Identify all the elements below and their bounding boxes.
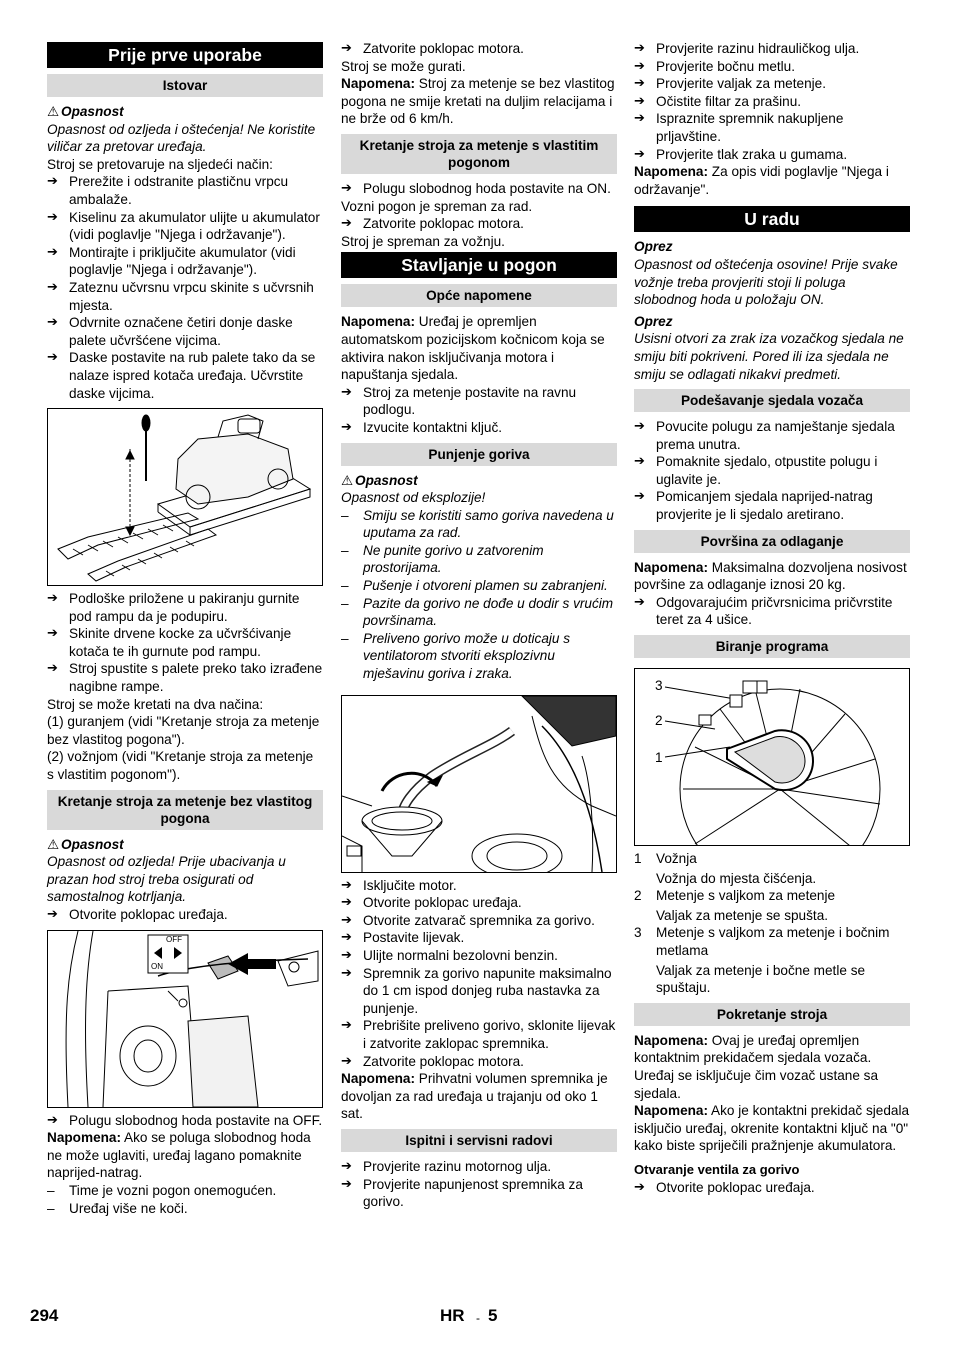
note: Napomena: Uređaj je opremljen automatskom pozicijskom kočnicom koja se aktivira nakon isključivanja motora i napuštanja sjedala.	[341, 314, 605, 383]
caution-label: Oprez	[634, 313, 673, 329]
instruction-step: ➔ Zatvorite poklopac motora.	[341, 40, 617, 58]
paragraph: Vozni pogon je spreman za rad.	[341, 198, 533, 214]
column-1	[47, 40, 323, 1217]
legend-desc: Vožnja do mjesta čišćenja.	[656, 870, 817, 886]
instruction-step: ➔ Polugu slobodnog hoda postavite na ON.	[341, 180, 617, 198]
warning-triangle-icon: ⚠	[47, 836, 60, 852]
warning-triangle-icon: ⚠	[341, 472, 354, 488]
note: Napomena: Ako se poluga slobodnog hoda ne može uglaviti, uređaj lagano pomaknite naprijed-natrag.	[47, 1130, 311, 1181]
note: Napomena: Stroj za metenje se bez vlastitog pogona ne smije kretati na duljim relacijama i ne brže od 6 km/h.	[341, 76, 615, 127]
instruction-step: ➔ Ulijte normalni bezolovni benzin.	[341, 947, 617, 965]
paragraph: Stroj se pretovaruje na sljedeći način:	[47, 156, 273, 172]
instruction-step: ➔ Očistite filtar za prašinu.	[634, 93, 910, 111]
instruction-step: ➔ Povucite polugu za namještanje sjedala prema unutra.	[634, 418, 910, 453]
subheading-seat-adjust: Podešavanje sjedala vozača	[634, 389, 910, 412]
instruction-step: ➔ Pomaknite sjedalo, otpustite polugu i uglavite je.	[634, 453, 910, 488]
pallet-ramp-illustration	[48, 409, 322, 585]
instruction-step: ➔ Prebrišite preliveno gorivo, sklonite lijevak i zatvorite zaklopac spremnika.	[341, 1017, 617, 1052]
off-label: OFF	[166, 934, 182, 944]
paragraph: Stroj se može gurati.	[341, 58, 466, 74]
instruction-step: ➔ Postavite lijevak.	[341, 929, 617, 947]
column-3	[634, 40, 910, 1196]
column-2	[341, 40, 617, 1211]
instruction-step: ➔ Provjerite razinu motornog ulja.	[341, 1158, 617, 1176]
warning-label: ⚠ Opasnost	[47, 104, 124, 119]
legend-item: 2 Metenje s valjkom za metenje	[634, 888, 836, 904]
subheading-start-machine: Pokretanje stroja	[634, 1003, 910, 1026]
legend-desc: Valjak za metenje se spušta.	[656, 907, 829, 923]
figure-program-selector	[634, 668, 910, 846]
program-selector-dial	[635, 669, 909, 845]
freewheel-lever-illustration	[48, 931, 322, 1107]
instruction-step: ➔ Pomicanjem sjedala naprijed-natrag provjerite je li sjedalo aretirano.	[634, 488, 910, 523]
legend-item: 1 Vožnja	[634, 851, 697, 867]
legend-desc: Valjak za metenje i bočne metle se spuštaju.	[656, 962, 866, 996]
instruction-step: ➔ Provjerite bočnu metlu.	[634, 58, 910, 76]
dash-item: – Time je vozni pogon onemogućen.	[47, 1182, 323, 1200]
subheading-general-notes: Opće napomene	[341, 284, 617, 307]
instruction-step: ➔ Otvorite poklopac uređaja.	[634, 1179, 910, 1197]
paragraph: (1) guranjem (vidi "Kretanje stroja za metenje bez vlastitog pogona").	[47, 714, 320, 747]
dash-item: – Preliveno gorivo može u doticaju s ventilatorom stvoriti eksplozivnu mješavinu goriva i zraka.	[341, 630, 617, 683]
caution-text: Opasnost od oštećenja osovine! Prije svake vožnje treba provjeriti stoji li poluga slobodnog hoda u položaju ON.	[634, 256, 898, 308]
figure-pallet-ramp	[47, 408, 323, 586]
dash-item: – Uređaj više ne koči.	[47, 1200, 323, 1218]
dash-item: – Ne punite gorivo u zatvorenim prostorijama.	[341, 542, 617, 577]
paragraph: Stroj je spreman za vožnju.	[341, 233, 505, 249]
note: Napomena: Za opis vidi poglavlje "Njega i održavanje".	[634, 164, 889, 197]
instruction-step: ➔ Izvucite kontaktni ključ.	[341, 419, 617, 437]
instruction-step: ➔ Podloške priložene u pakiranju gurnite pod rampu da je podupiru.	[47, 590, 323, 625]
note: Napomena: Maksimalna dozvoljena nosivost površine za odlaganje iznosi 20 kg.	[634, 559, 907, 593]
subheading-unloading: Istovar	[47, 74, 323, 97]
dial-label-1: 1	[655, 750, 663, 766]
note: Napomena: Prihvatni volumen spremnika je dovoljan za rad uređaja u trajanju od oko 1 sat.	[341, 1071, 608, 1122]
section-title-commissioning: Stavljanje u pogon	[341, 252, 617, 278]
dash-item: – Pušenje i otvoreni plamen su zabranjeni.	[341, 577, 617, 595]
paragraph: (2) vožnjom (vidi "Kretanje stroja za metenje s vlastitim pogonom").	[47, 749, 314, 783]
instruction-step: ➔ Polugu slobodnog hoda postavite na OFF.	[47, 1112, 323, 1130]
separator: -	[476, 1311, 480, 1325]
instruction-step: ➔ Provjerite napunjenost spremnika za gorivo.	[341, 1176, 617, 1211]
instruction-step: ➔ Zatvorite poklopac motora.	[341, 1053, 617, 1071]
subheading-with-drive: Kretanje stroja za metenje s vlastitim pogonom	[341, 134, 617, 174]
instruction-step: ➔ Provjerite razinu hidrauličkog ulja.	[634, 40, 910, 58]
instruction-step: ➔ Daske postavite na rub palete tako da se nalaze ispred kotača uređaja. Učvrstite daske vijcima.	[47, 349, 323, 402]
figure-refuel-funnel	[341, 695, 617, 873]
subheading-inspection: Ispitni i servisni radovi	[341, 1129, 617, 1152]
page-footer	[0, 1307, 954, 1327]
caution-label: Oprez	[634, 239, 673, 255]
instruction-step: ➔ Isključite motor.	[341, 877, 617, 895]
on-label: ON	[151, 961, 163, 971]
instruction-step: ➔ Provjerite valjak za metenje.	[634, 75, 910, 93]
subheading-without-drive: Kretanje stroja za metenje bez vlastitog pogona	[47, 790, 323, 830]
warning-label: ⚠ Opasnost	[47, 836, 124, 852]
instruction-step: ➔ Kiselinu za akumulator ulijte u akumulator (vidi poglavlje "Njega i održavanje").	[47, 209, 323, 244]
dash-item: – Pazite da gorivo ne dođe u dodir s vrućim površinama.	[341, 595, 617, 630]
dash-item: – Smiju se koristiti samo goriva navedena u uputama za rad.	[341, 507, 617, 542]
note: Napomena: Ako je kontaktni prekidač sjedala isključio uređaj, okrenite kontaktni ključ na "0" kako biste spriječili pražnjenje akumulatora.	[634, 1103, 910, 1154]
subheading-storage-surface: Površina za odlaganje	[634, 530, 910, 553]
subheading-refueling: Punjenje goriva	[341, 443, 617, 466]
section-title-in-operation: U radu	[634, 206, 910, 232]
figure-freewheel-lever	[47, 930, 323, 1108]
instruction-step: ➔ Spremnik za gorivo napunite maksimalno do 1 cm ispod donjeg ruba nastavka za punjenje.	[341, 965, 617, 1018]
subheading-program-select: Biranje programa	[634, 635, 910, 658]
warning-triangle-icon: ⚠	[47, 104, 60, 119]
instruction-step: ➔ Skinite drvene kocke za učvršćivanje kotača te ih gurnute pod rampu.	[47, 625, 323, 660]
bold-subheading: Otvaranje ventila za gorivo	[634, 1161, 800, 1177]
language-code: HR	[440, 1306, 465, 1325]
language-page-number: 5	[488, 1306, 498, 1325]
warning-text: Opasnost od ozljeda i oštećenja! Ne koristite viličar za pretovar uređaja.	[47, 121, 316, 155]
instruction-step: ➔ Prerežite i odstranite plastičnu vrpcu ambalaže.	[47, 173, 323, 208]
instruction-step: ➔ Ispraznite spremnik nakupljene prljavštine.	[634, 110, 910, 145]
instruction-step: ➔ Zatvorite poklopac motora.	[341, 215, 617, 233]
paragraph: Stroj se može kretati na dva načina:	[47, 696, 264, 712]
warning-text: Opasnost od ozljeda! Prije ubacivanja u prazan hod stroj treba osigurati od samostalnog kotrljanja.	[47, 854, 286, 905]
caution-text: Usisni otvori za zrak iza vozačkog sjedala ne smiju biti pokriveni. Pored ili iza sjedala ne smiju se odlagati nikakvi predmeti.	[634, 331, 904, 382]
instruction-step: ➔ Odgovarajućim pričvrsnicima pričvrstite teret za 4 ušice.	[634, 594, 910, 629]
instruction-step: ➔ Stroj za metenje postavite na ravnu podlogu.	[341, 384, 617, 419]
instruction-step: ➔ Otvorite poklopac uređaja.	[47, 906, 323, 924]
instruction-step: ➔ Zateznu učvrsnu vrpcu skinite s učvrsnih mjesta.	[47, 279, 323, 314]
warning-text: Opasnost od eksplozije!	[341, 490, 486, 506]
refuel-funnel-illustration	[342, 696, 616, 872]
instruction-step: ➔ Otvorite zatvarač spremnika za gorivo.	[341, 912, 617, 930]
legend-item: 3 Metenje s valjkom za metenje i bočnim metlama	[634, 925, 890, 958]
instruction-step: ➔ Provjerite tlak zraka u gumama.	[634, 146, 910, 164]
dial-label-3: 3	[655, 678, 663, 694]
page-number: 294	[30, 1306, 59, 1325]
instruction-step: ➔ Odvrnite označene četiri donje daske palete učvršćene vijcima.	[47, 314, 323, 349]
instruction-step: ➔ Stroj spustite s palete preko tako izrađene nagibne rampe.	[47, 660, 323, 695]
dial-label-2: 2	[655, 713, 663, 729]
note: Napomena: Ovaj je uređaj opremljen kontaktnim prekidačem sjedala vozača. Uređaj se isključuje čim vozač ustane sa sjedala.	[634, 1032, 879, 1101]
section-title-before-first-use: Prije prve uporabe	[47, 42, 323, 68]
instruction-step: ➔ Otvorite poklopac uređaja.	[341, 894, 617, 912]
instruction-step: ➔ Montirajte i priključite akumulator (vidi poglavlje "Njega i održavanje").	[47, 244, 323, 279]
warning-label: ⚠ Opasnost	[341, 472, 418, 488]
